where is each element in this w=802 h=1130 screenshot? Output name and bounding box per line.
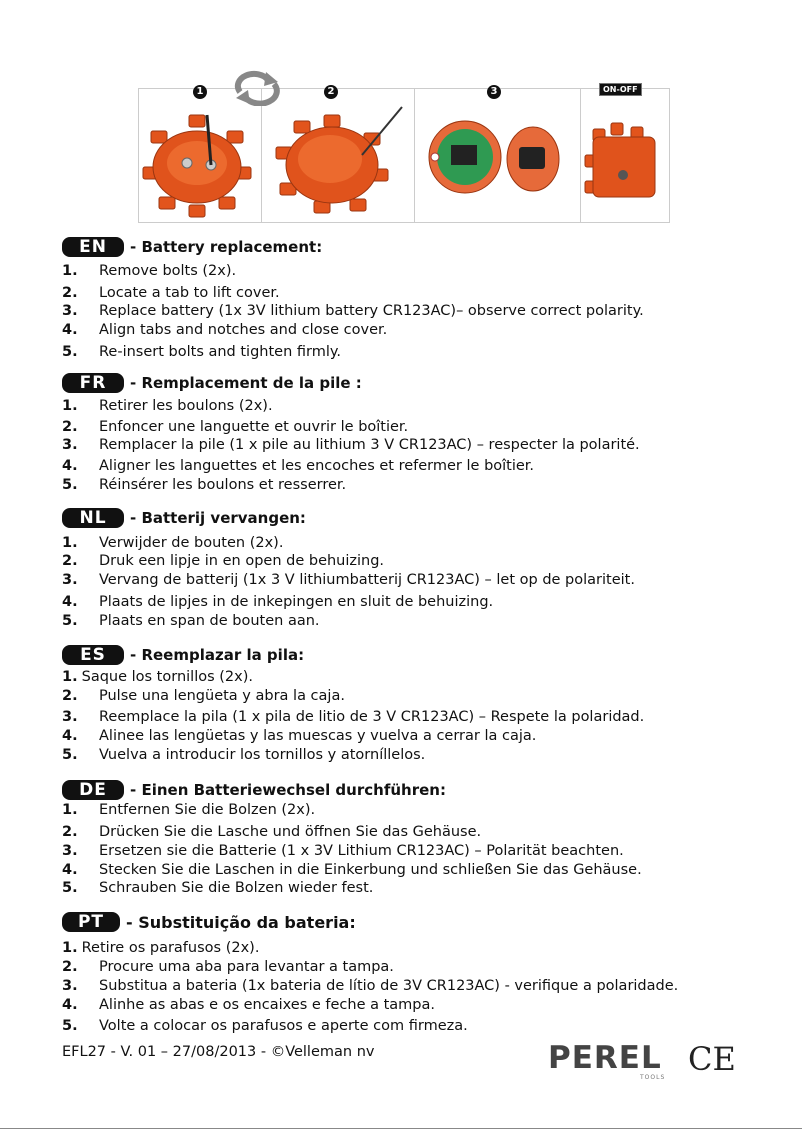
language-badge-fr: FR bbox=[62, 373, 124, 393]
list-item: 3. Replace battery (1x 3V lithium battery CR123AC)– observe correct polarity. bbox=[62, 303, 644, 319]
section-de bbox=[62, 780, 762, 910]
battery-replacement-figure bbox=[138, 85, 670, 223]
section-heading-es: - Reemplazar la pila: bbox=[130, 646, 305, 664]
list-item: 4. Align tabs and notches and close cover. bbox=[62, 322, 388, 338]
page-bottom-divider bbox=[0, 1128, 802, 1129]
step-2-marker: 2 bbox=[324, 85, 338, 99]
list-item: 5. Volte a colocar os parafusos e aperte com firmeza. bbox=[62, 1018, 468, 1034]
list-item: 3. Remplacer la pile (1 x pile au lithium 3 V CR123AC) – respecter la polarité. bbox=[62, 437, 640, 453]
section-es bbox=[62, 645, 762, 775]
list-item: 5. Plaats en span de bouten aan. bbox=[62, 613, 320, 629]
list-item: 5. Re-insert bolts and tighten firmly. bbox=[62, 344, 341, 360]
section-heading-de: - Einen Batteriewechsel durchführen: bbox=[130, 781, 446, 799]
section-pt bbox=[62, 912, 762, 1042]
step-3-marker: 3 bbox=[487, 85, 501, 99]
list-item: 2. Locate a tab to lift cover. bbox=[62, 285, 280, 301]
list-item: 5. Schrauben Sie die Bolzen wieder fest. bbox=[62, 880, 374, 896]
footer-version-text: EFL27 - V. 01 – 27/08/2013 - ©Velleman nv bbox=[62, 1044, 375, 1060]
list-item: 1. Saque los tornillos (2x). bbox=[62, 669, 253, 685]
warning-light-remove-bolts-image bbox=[139, 89, 261, 222]
list-item: 5. Réinsérer les boulons et resserrer. bbox=[62, 477, 347, 493]
list-item: 1. Retirer les boulons (2x). bbox=[62, 398, 273, 414]
list-item: 3. Vervang de batterij (1x 3 V lithiumbatterij CR123AC) – let op de polariteit. bbox=[62, 572, 635, 588]
figure-panel-1 bbox=[139, 86, 262, 222]
list-item: 4. Plaats de lipjes in de inkepingen en sluit de behuizing. bbox=[62, 594, 494, 610]
section-en bbox=[62, 237, 762, 367]
list-item: 4. Alinhe as abas e os encaixes e feche a tampa. bbox=[62, 997, 435, 1013]
section-heading-fr: - Remplacement de la pile : bbox=[130, 374, 362, 392]
ce-mark-icon: CE bbox=[688, 1040, 736, 1078]
section-heading-en: - Battery replacement: bbox=[130, 238, 323, 256]
list-item: 4. Alinee las lengüetas y las muescas y vuelva a cerrar la caja. bbox=[62, 728, 537, 744]
list-item: 3. Reemplace la pila (1 x pila de litio de 3 V CR123AC) – Respete la polaridad. bbox=[62, 709, 645, 725]
list-item: 2. Enfoncer une languette et ouvrir le boîtier. bbox=[62, 419, 409, 435]
list-item: 4. Aligner les languettes et les encoches et refermer le boîtier. bbox=[62, 458, 535, 474]
figure-panel-3 bbox=[415, 86, 581, 222]
perel-logo: PEREL bbox=[548, 1040, 662, 1076]
language-badge-en: EN bbox=[62, 237, 124, 257]
list-item: 1. Remove bolts (2x). bbox=[62, 263, 237, 279]
on-off-label: ON-OFF bbox=[599, 83, 642, 96]
list-item: 1. Retire os parafusos (2x). bbox=[62, 940, 260, 956]
rotate-icon bbox=[230, 70, 284, 106]
language-badge-nl: NL bbox=[62, 508, 124, 528]
section-heading-nl: - Batterij vervangen: bbox=[130, 509, 306, 527]
figure-panel-2 bbox=[262, 86, 415, 222]
list-item: 4. Stecken Sie die Laschen in die Einkerbung und schließen Sie das Gehäuse. bbox=[62, 862, 642, 878]
perel-logo-subtitle: TOOLS bbox=[640, 1074, 666, 1081]
language-badge-pt: PT bbox=[62, 912, 120, 932]
warning-light-lift-cover-image bbox=[262, 89, 414, 222]
section-nl bbox=[62, 508, 762, 638]
on-off-switch-image bbox=[581, 89, 671, 222]
language-badge-de: DE bbox=[62, 780, 124, 800]
list-item: 3. Substitua a bateria (1x bateria de lítio de 3V CR123AC) - verifique a polaridade. bbox=[62, 978, 679, 994]
list-item: 2. Druk een lipje in en open de behuizing. bbox=[62, 553, 385, 569]
section-heading-pt: - Substituição da bateria: bbox=[126, 913, 356, 932]
list-item: 2. Procure uma aba para levantar a tampa. bbox=[62, 959, 394, 975]
section-fr bbox=[62, 373, 762, 503]
step-1-marker: 1 bbox=[193, 85, 207, 99]
list-item: 1. Verwijder de bouten (2x). bbox=[62, 535, 284, 551]
language-badge-es: ES bbox=[62, 645, 124, 665]
list-item: 5. Vuelva a introducir los tornillos y atorníllelos. bbox=[62, 747, 426, 763]
figure-panel-4 bbox=[581, 85, 671, 222]
list-item: 3. Ersetzen sie die Batterie (1 x 3V Lithium CR123AC) – Polarität beachten. bbox=[62, 843, 624, 859]
list-item: 2. Drücken Sie die Lasche und öffnen Sie das Gehäuse. bbox=[62, 824, 482, 840]
list-item: 1. Entfernen Sie die Bolzen (2x). bbox=[62, 802, 316, 818]
open-light-battery-image bbox=[415, 89, 580, 222]
list-item: 2. Pulse una lengüeta y abra la caja. bbox=[62, 688, 345, 704]
